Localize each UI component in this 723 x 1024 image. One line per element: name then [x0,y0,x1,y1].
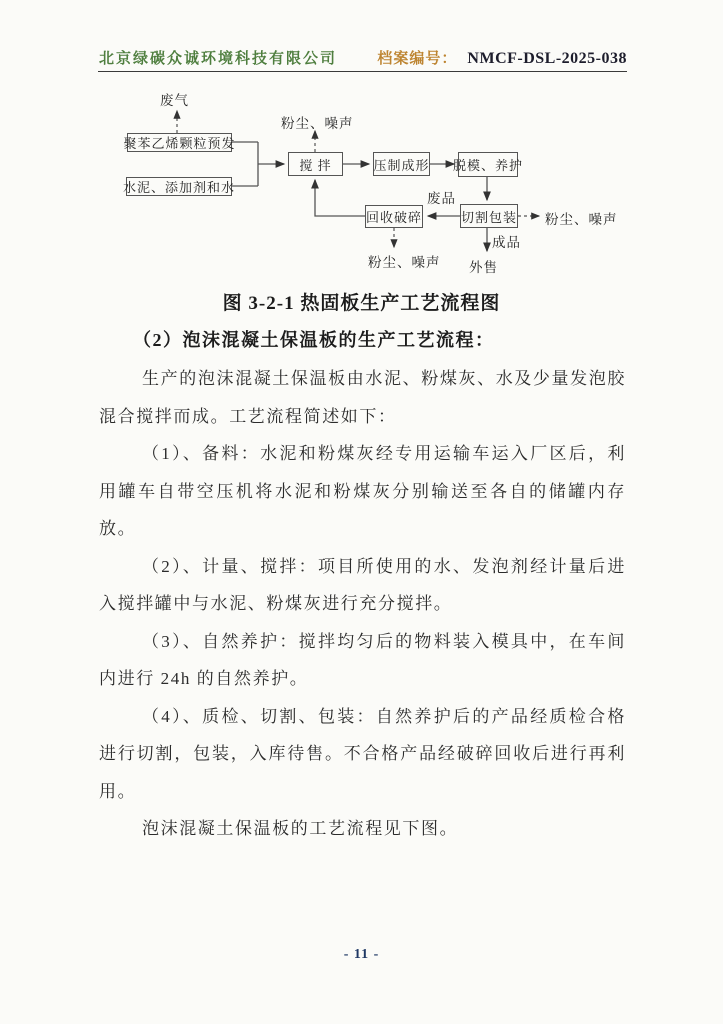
archive-number-label: 档案编号： [377,51,458,67]
flow-label-dust-noise-mixing: 粉尘、噪声 [281,116,354,131]
page-number: - 11 - [343,947,380,962]
figure-caption: 图 3-2-1 热固板生产工艺流程图 [222,293,501,314]
paragraph: （1）、备料：水泥和粉煤灰经专用运输车运入厂区后，利用罐车自带空压机将水泥和粉煤灰分别输送至各自的储罐内存放。 [99,444,626,538]
section-heading: （2）泡沫混凝土保温板的生产工艺流程： [133,330,495,350]
company-name: 北京绿碳众诚环境科技有限公司 [99,51,338,67]
paragraph: 泡沫混凝土保温板的工艺流程见下图。 [142,819,459,838]
flow-label-finished-product: 成品 [492,235,521,250]
flow-box-pre-expansion: 聚苯乙烯颗粒预发 [127,133,232,152]
flowchart-connectors [0,85,723,285]
process-flowchart [0,85,723,285]
page-footer [0,945,723,963]
flow-box-cutting-packing: 切割包装 [460,204,518,228]
header-divider [98,71,627,72]
flow-box-recycle-crushing: 回收破碎 [365,205,423,228]
flow-box-mixing: 搅 拌 [288,152,343,176]
body-text [99,320,626,848]
paragraph: （3）、自然养护：搅拌均匀后的物料装入模具中，在车间内进行 24h 的自然养护。 [99,631,626,688]
flow-box-raw-materials: 水泥、添加剂和水 [126,177,232,196]
flow-label-waste-gas: 废气 [160,93,189,108]
paragraph: （2）、计量、搅拌：项目所使用的水、发泡剂经计量后进入搅拌罐中与水泥、粉煤灰进行充分搅拌。 [99,556,626,613]
flow-label-scrap: 废品 [427,191,456,206]
paragraph: 生产的泡沫混凝土保温板由水泥、粉煤灰、水及少量发泡胶混合搅拌而成。工艺流程简述如下： [99,369,626,426]
flow-label-dust-noise-cutting: 粉尘、噪声 [545,212,618,227]
flow-label-dust-noise-recycle: 粉尘、噪声 [368,255,441,270]
archive-number-value: NMCF-DSL-2025-038 [467,50,627,67]
paragraph: （4）、质检、切割、包装：自然养护后的产品经质检合格进行切割，包装，入库待售。不合格产品经破碎回收后进行再利用。 [99,706,626,801]
flow-box-pressing: 压制成形 [373,152,430,176]
archive-number-group [377,47,627,68]
flow-box-demold-curing: 脱模、养护 [458,152,518,177]
flow-label-external-sale: 外售 [469,260,498,275]
page-header [99,47,627,68]
